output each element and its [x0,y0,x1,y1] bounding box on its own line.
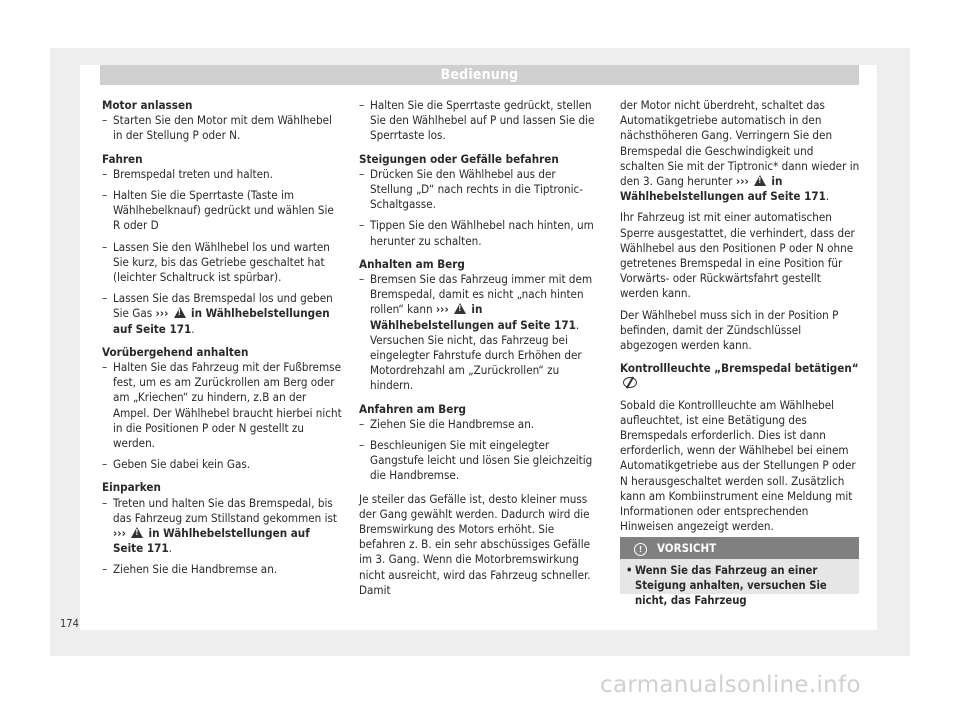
paragraph: Sobald die Kontrollleuchte am Wählhebel aufleuchtet, ist eine Betätigung des Bremspedals erforderlich. Dies ist dann erforderlich, wenn der Wählhebel bei einem Automatikgetriebe aus der Stellungen P oder N herausgeschaltet werden soll. Zusätzlich kann am Kombiinstrument eine Meldung mit Informationen oder entsprechenden Hinweisen angezeigt werden. [620,397,856,534]
list-item: – Ziehen Sie die Handbremse an. [102,562,342,577]
list-item: – Starten Sie den Motor mit dem Wählhebel in der Stellung P oder N. [102,113,342,143]
heading-einparken: Einparken [102,480,161,495]
heading-anhalten-am-berg: Anhalten am Berg [359,256,465,271]
list-item: – Tippen Sie den Wählhebel nach hinten, um herunter zu schalten. [359,218,599,248]
item-text: Bremsen Sie das Fahrzeug immer mit dem Bremspedal, damit es nicht „nach hinten rollen“ kann [370,272,593,317]
reference-arrows: ››› [735,174,749,189]
warning-triangle-icon [454,303,466,314]
paragraph: Der Wählhebel muss sich in der Position P befinden, damit der Zündschlüssel abgezogen werden kann. [620,307,839,353]
column-2 [359,98,599,604]
item-text: . Versuchen Sie nicht, das Fahrzeug bei eingelegter Fahrstufe durch Erhöhen der Motordrehzahl am „Zurückrollen“ zu hindern. [370,317,582,393]
section-voruebergehend-anhalten [102,345,342,473]
period: . [825,189,830,204]
brake-lamp-icon [623,377,637,388]
caution-box [620,537,859,607]
cross-reference-link[interactable]: in Wählhebelstellungen auf Seite 171 [620,174,826,204]
caution-icon: ! [634,543,647,556]
list-item [359,272,599,394]
caution-title: VORSICHT [657,541,717,555]
column-1 [102,98,342,586]
warning-triangle-icon [131,527,143,538]
list-item [102,291,342,337]
section-einparken [102,480,342,577]
heading-text: Kontrollleuchte „Bremspedal betätigen“ [620,361,859,376]
list-item: – Lassen Sie den Wählhebel los und warten Sie kurz, bis das Getriebe geschaltet hat (leichter Schaltruck ist spürbar). [102,240,342,286]
heading-kontrollleuchte [620,361,860,391]
caution-text: Wenn Sie das Fahrzeug an einer Steigung anhalten, versuchen Sie nicht, das Fahrzeug [635,564,827,607]
period: . [168,541,172,556]
list-item: – Halten Sie die Sperrtaste gedrückt, stellen Sie den Wählhebel auf P und lassen Sie die Sperrtaste los. [359,98,599,144]
reference-arrows: ››› [155,306,169,321]
paragraph: Je steiler das Gefälle ist, desto kleiner muss der Gang gewählt werden. Dadurch wird die Bremswirkung des Motors erhöht. Sie befahren z. B. ein sehr abschüssiges Gefälle im 3. Gang. Wenn die Motorbremswirkung nicht ausreicht, wird das Fahrzeug schneller. Damit [359,491,591,597]
section-header: Bedienung [100,65,859,85]
bullet-dot: • [626,564,633,577]
list-item [102,496,342,557]
section-motor-anlassen [102,98,342,144]
list-item: – Drücken Sie den Wählhebel aus der Stellung „D“ nach rechts in die Tiptronic-Schaltgasse. [359,167,599,213]
caution-body [620,559,859,608]
reference-arrows: ››› [435,302,449,317]
heading-fahren: Fahren [102,151,143,166]
list-item: – Ziehen Sie die Handbremse an. [359,417,599,432]
section-anhalten-am-berg [359,257,599,394]
section-fahren [102,152,342,337]
cross-reference-link[interactable]: in Wählhebelstellungen auf Seite 171 [113,526,310,556]
cross-reference-link[interactable]: in Wählhebelstellungen auf Seite 171 [113,306,330,336]
paragraph: Ihr Fahrzeug ist mit einer automatischen Sperre ausgestattet, die verhindert, dass der Wählhebel aus den Positionen P oder N ohne getretenes Bremspedal in eine Position für Vorwärts- oder Rückwärtsfahrt gestellt werden kann. [620,210,855,301]
list-item: – Bremspedal treten und halten. [102,167,342,182]
watermark: carmanualsonline.info [600,672,861,698]
page-number: 174 [60,617,79,630]
section-anfahren-am-berg [359,402,599,484]
heading-motor-anlassen: Motor anlassen [102,98,193,112]
section-steigungen [359,152,599,249]
list-item: – Halten Sie das Fahrzeug mit der Fußbremse fest, um es am Zurückrollen am Berg oder am „Kriechen“ zu hindern, z.B an der Ampel. Der Wählhebel braucht hierbei nicht in die Positionen P oder N gestellt zu werden. [102,360,342,451]
section-continued [359,98,599,144]
caution-header [620,537,859,559]
heading-anfahren-am-berg: Anfahren am Berg [359,401,466,416]
heading-steigungen: Steigungen oder Gefälle befahren [359,151,559,166]
list-item: – Halten Sie die Sperrtaste (Taste im Wählhebelknauf) gedrückt und wählen Sie R oder D [102,188,342,234]
cross-reference-link[interactable]: in Wählhebelstellungen auf Seite 171 [370,302,576,332]
list-item: – Beschleunigen Sie mit eingelegter Gangstufe leicht und lösen Sie gleichzeitig die Handbremse. [359,438,599,484]
warning-triangle-icon [174,307,186,318]
paragraph-text: der Motor nicht überdreht, schaltet das Automatikgetriebe automatisch in den nächsthöheren Gang. Verringern Sie den Bremspedal die Geschwindigkeit und schalten Sie mit der Tiptronic* dann wieder in den 3. Gang herunter [620,98,860,189]
item-text: Lassen Sie das Bremspedal los und geben Sie Gas [113,291,333,321]
paragraph [620,98,860,204]
list-item: – Geben Sie dabei kein Gas. [102,457,342,472]
warning-triangle-icon [754,175,766,186]
heading-voruebergehend-anhalten: Vorübergehend anhalten [102,344,249,359]
reference-arrows: ››› [113,526,126,541]
period: . [191,321,195,336]
column-3 [620,98,860,540]
item-text: Treten und halten Sie das Bremspedal, bis das Fahrzeug zum Stillstand gekommen ist [113,495,337,525]
